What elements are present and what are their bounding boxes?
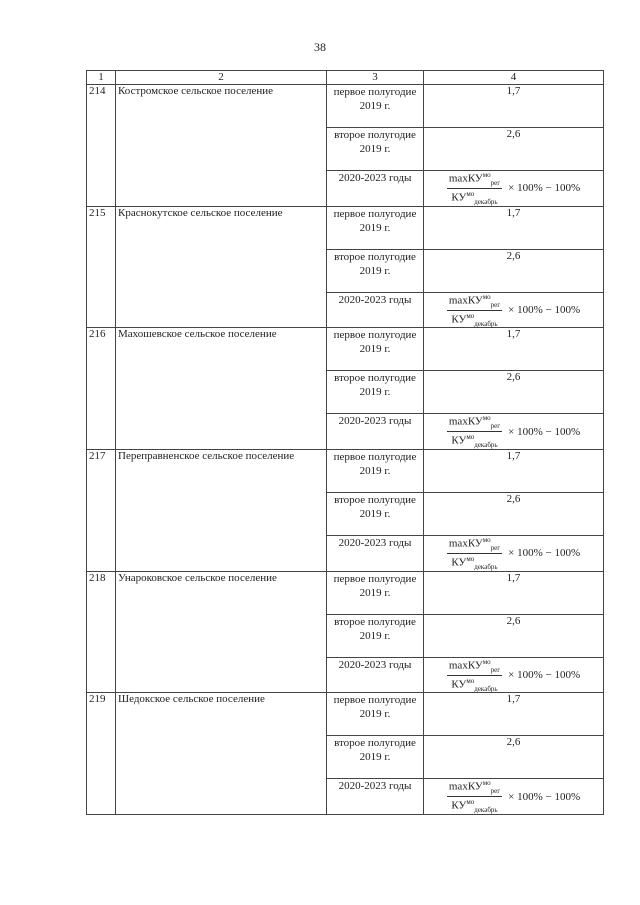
numerator-sub: рег — [490, 665, 501, 674]
period-label: второе полугодие 2019 г. — [327, 128, 424, 171]
numerator-main: maxКУ — [448, 172, 483, 185]
period-label: первое полугодие 2019 г. — [327, 571, 424, 614]
index-formula — [424, 657, 604, 693]
index-formula — [424, 171, 604, 207]
formula-numerator — [447, 171, 502, 189]
formula-numerator — [447, 658, 502, 676]
formula-expression — [447, 536, 580, 571]
table-row — [87, 206, 604, 249]
denominator-sup: мо — [466, 798, 475, 807]
period-label: 2020-2023 годы — [327, 657, 424, 693]
formula-tail: × 100% − 100% — [508, 669, 581, 682]
numerator-sup: мо — [482, 657, 491, 666]
header-col-4: 4 — [424, 71, 604, 85]
table-row — [87, 328, 604, 371]
formula-denominator — [449, 554, 499, 571]
denominator-sup: мо — [466, 676, 475, 685]
index-value: 2,6 — [424, 736, 604, 779]
table-row — [87, 85, 604, 128]
formula-fraction — [447, 171, 502, 206]
index-value: 2,6 — [424, 371, 604, 414]
tariff-table — [86, 70, 604, 815]
settlement-name: Махошевское сельское поселение — [116, 328, 327, 450]
index-value: 2,6 — [424, 614, 604, 657]
index-formula — [424, 779, 604, 815]
formula-fraction — [447, 293, 502, 328]
numerator-sub: рег — [490, 787, 501, 796]
index-value: 1,7 — [424, 450, 604, 493]
settlement-name: Переправненское сельское поселение — [116, 450, 327, 572]
row-number: 215 — [87, 206, 116, 328]
numerator-main: maxКУ — [448, 416, 483, 429]
formula-expression — [447, 414, 580, 449]
header-col-1: 1 — [87, 71, 116, 85]
numerator-sup: мо — [482, 779, 491, 788]
numerator-sup: мо — [482, 414, 491, 423]
denominator-sub: декабрь — [474, 684, 498, 693]
numerator-sub: рег — [490, 422, 501, 431]
page-number: 38 — [314, 40, 326, 54]
formula-numerator — [447, 536, 502, 554]
formula-tail: × 100% − 100% — [508, 790, 581, 803]
numerator-sub: рег — [490, 543, 501, 552]
denominator-sup: мо — [466, 554, 475, 563]
formula-expression — [447, 293, 580, 328]
formula-tail: × 100% − 100% — [508, 547, 581, 560]
index-value: 2,6 — [424, 249, 604, 292]
formula-denominator — [449, 311, 499, 328]
formula-expression — [447, 658, 580, 693]
denominator-sub: декабрь — [474, 197, 498, 206]
numerator-sub: рег — [490, 300, 501, 309]
formula-denominator — [449, 676, 499, 693]
header-col-2: 2 — [116, 71, 327, 85]
formula-numerator — [447, 293, 502, 311]
settlement-name: Унароковское сельское поселение — [116, 571, 327, 693]
row-number: 217 — [87, 450, 116, 572]
denominator-sup: мо — [466, 311, 475, 320]
numerator-sup: мо — [482, 292, 491, 301]
index-value: 2,6 — [424, 493, 604, 536]
header-row — [87, 71, 604, 85]
period-label: второе полугодие 2019 г. — [327, 614, 424, 657]
formula-expression — [447, 171, 580, 206]
period-label: первое полугодие 2019 г. — [327, 328, 424, 371]
formula-numerator — [447, 779, 502, 797]
numerator-main: maxКУ — [448, 537, 483, 550]
period-label: первое полугодие 2019 г. — [327, 693, 424, 736]
formula-fraction — [447, 414, 502, 449]
formula-tail: × 100% − 100% — [508, 304, 581, 317]
table-body — [87, 85, 604, 815]
index-formula — [424, 292, 604, 328]
period-label: 2020-2023 годы — [327, 536, 424, 572]
period-label: первое полугодие 2019 г. — [327, 206, 424, 249]
denominator-sub: декабрь — [474, 562, 498, 571]
formula-tail: × 100% − 100% — [508, 425, 581, 438]
index-value: 1,7 — [424, 206, 604, 249]
denominator-sup: мо — [466, 433, 475, 442]
formula-numerator — [447, 414, 502, 432]
numerator-main: maxКУ — [448, 294, 483, 307]
formula-fraction — [447, 536, 502, 571]
index-value: 1,7 — [424, 571, 604, 614]
formula-expression — [447, 779, 580, 814]
period-label: второе полугодие 2019 г. — [327, 249, 424, 292]
period-label: первое полугодие 2019 г. — [327, 450, 424, 493]
formula-denominator — [449, 432, 499, 449]
denominator-main: КУ — [451, 556, 467, 569]
period-label: первое полугодие 2019 г. — [327, 85, 424, 128]
index-value: 1,7 — [424, 85, 604, 128]
period-label: второе полугодие 2019 г. — [327, 493, 424, 536]
period-label: 2020-2023 годы — [327, 414, 424, 450]
denominator-main: КУ — [451, 313, 467, 326]
denominator-main: КУ — [451, 191, 467, 204]
row-number: 214 — [87, 85, 116, 207]
table-row — [87, 693, 604, 736]
formula-denominator — [449, 189, 499, 206]
settlement-name: Костромское сельское поселение — [116, 85, 327, 207]
period-label: второе полугодие 2019 г. — [327, 371, 424, 414]
denominator-sub: декабрь — [474, 806, 498, 815]
numerator-sub: рег — [490, 178, 501, 187]
period-label: 2020-2023 годы — [327, 292, 424, 328]
denominator-main: КУ — [451, 434, 467, 447]
index-formula — [424, 414, 604, 450]
formula-tail: × 100% − 100% — [508, 182, 581, 195]
row-number: 218 — [87, 571, 116, 693]
settlement-name: Шедокское сельское поселение — [116, 693, 327, 815]
numerator-main: maxКУ — [448, 781, 483, 794]
header-col-3: 3 — [327, 71, 424, 85]
period-label: второе полугодие 2019 г. — [327, 736, 424, 779]
denominator-main: КУ — [451, 799, 467, 812]
denominator-sub: декабрь — [474, 441, 498, 450]
numerator-sup: мо — [482, 536, 491, 545]
denominator-sub: декабрь — [474, 319, 498, 328]
settlement-name: Краснокутское сельское поселение — [116, 206, 327, 328]
table-row — [87, 450, 604, 493]
denominator-sup: мо — [466, 189, 475, 198]
formula-fraction — [447, 658, 502, 693]
denominator-main: КУ — [451, 678, 467, 691]
numerator-main: maxКУ — [448, 659, 483, 672]
formula-denominator — [449, 797, 499, 814]
row-number: 219 — [87, 693, 116, 815]
numerator-sup: мо — [482, 171, 491, 179]
formula-fraction — [447, 779, 502, 814]
row-number: 216 — [87, 328, 116, 450]
table-row — [87, 571, 604, 614]
index-value: 1,7 — [424, 693, 604, 736]
period-label: 2020-2023 годы — [327, 171, 424, 207]
index-value: 2,6 — [424, 128, 604, 171]
index-formula — [424, 536, 604, 572]
period-label: 2020-2023 годы — [327, 779, 424, 815]
index-value: 1,7 — [424, 328, 604, 371]
